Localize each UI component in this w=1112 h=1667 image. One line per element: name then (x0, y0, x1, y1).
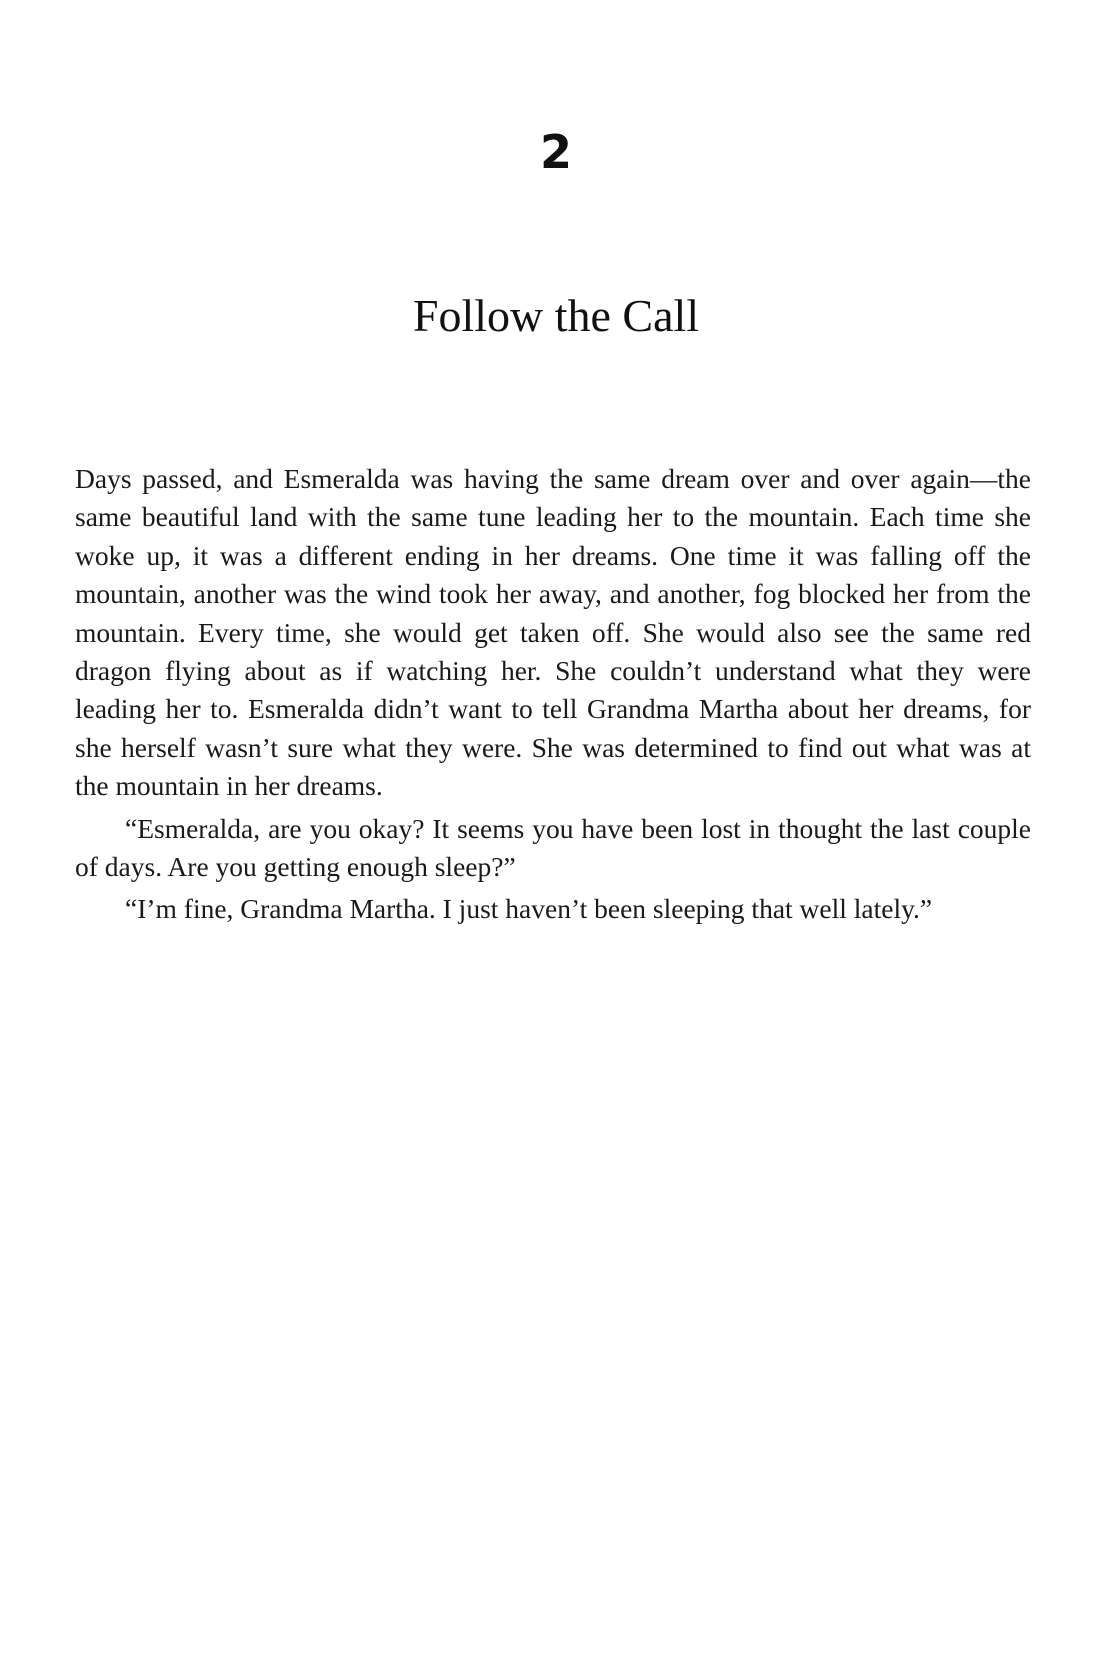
chapter-title: Follow the Call (412, 290, 700, 341)
paragraph-narration: Days passed, and Esmeralda was having the same dream over and over again—the same beautiful land with the same tune leading her to the mountain. Each time she woke up, it was a different ending in her dreams. One time it was falling off the mountain, another was the wind took her away, and another, fog blocked her from the mountain. Every time, she would get taken off. She would also see the same red dragon flying about as if watching her. She couldn’t understand what they were leading her to. Esmeralda didn’t want to tell Grandma Martha about her dreams, for she herself wasn’t sure what they were. She was determined to find out what was at the mountain in her dreams. (75, 463, 1031, 802)
chapter-body (75, 460, 1031, 929)
chapter-number: 2 (539, 125, 572, 179)
paragraph-dialogue-esmeralda: “I’m fine, Grandma Martha. I just haven’t been sleeping that well lately.” (125, 893, 933, 925)
paragraph-dialogue-grandma: “Esmeralda, are you okay? It seems you have been lost in thought the last couple of days. Are you getting enough sleep?” (75, 812, 1031, 883)
